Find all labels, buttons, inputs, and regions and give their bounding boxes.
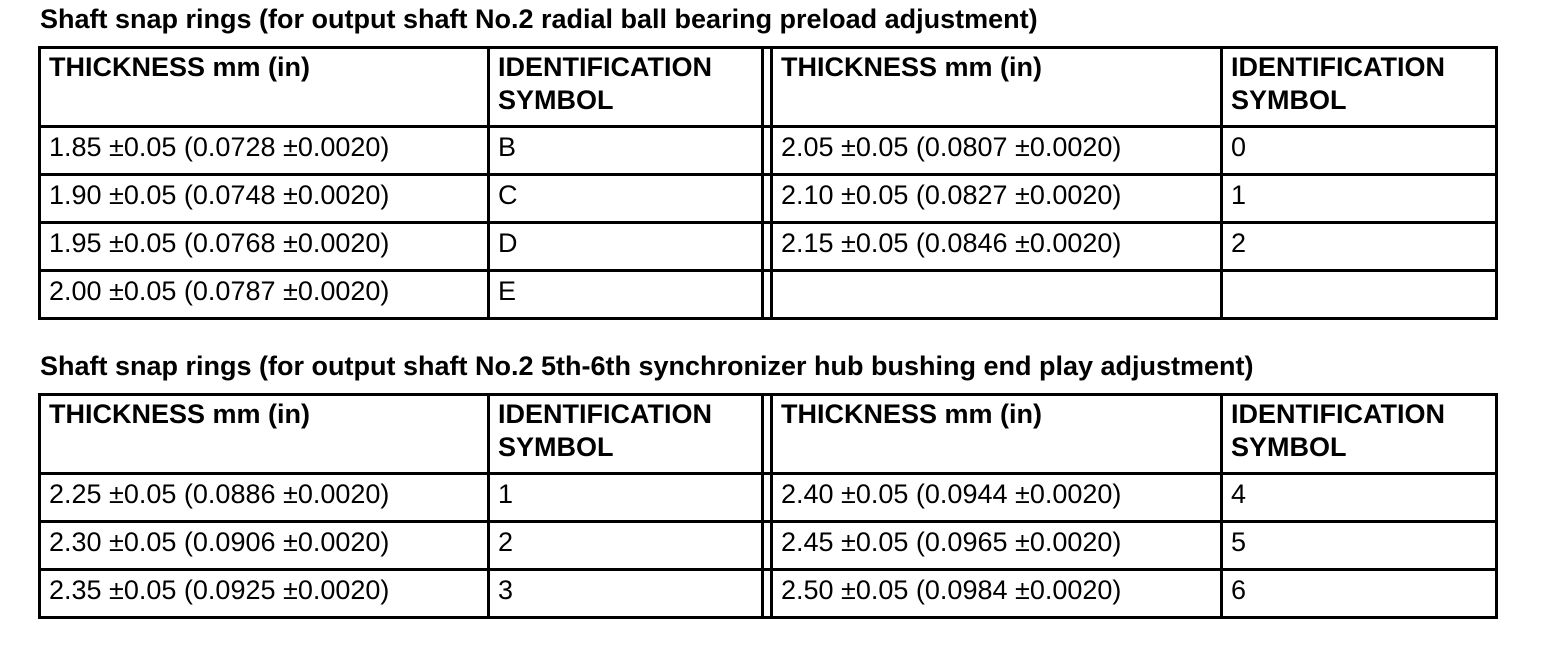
thickness-cell: 1.90 ±0.05 (0.0748 ±0.0020) (40, 175, 489, 223)
thickness-cell: 1.85 ±0.05 (0.0728 ±0.0020) (40, 127, 489, 175)
header-symbol-line1: IDENTIFICATION (498, 52, 712, 82)
column-divider (763, 522, 772, 570)
table-row (40, 271, 1497, 319)
symbol-cell: 0 (1222, 127, 1497, 175)
thickness-cell: 2.30 ±0.05 (0.0906 ±0.0020) (40, 522, 489, 570)
thickness-cell: 2.45 ±0.05 (0.0965 ±0.0020) (772, 522, 1222, 570)
header-symbol-right (1222, 395, 1497, 474)
table-row (40, 570, 1497, 618)
snap-ring-table-bearing-preload (38, 46, 1498, 320)
header-symbol-line1: IDENTIFICATION (1231, 52, 1445, 82)
column-divider (763, 271, 772, 319)
header-symbol-line1: IDENTIFICATION (1231, 399, 1445, 429)
column-divider (763, 395, 772, 474)
table-row (40, 175, 1497, 223)
header-thickness-left: THICKNESS mm (in) (40, 395, 489, 474)
header-symbol-line2: SYMBOL (1231, 85, 1347, 115)
symbol-cell: 1 (489, 474, 763, 522)
header-thickness-right: THICKNESS mm (in) (772, 48, 1222, 127)
table-header-row (40, 48, 1497, 127)
column-divider (763, 570, 772, 618)
column-divider (763, 48, 772, 127)
thickness-cell: 2.15 ±0.05 (0.0846 ±0.0020) (772, 223, 1222, 271)
symbol-cell: C (489, 175, 763, 223)
header-symbol-line2: SYMBOL (1231, 432, 1347, 462)
thickness-cell: 2.10 ±0.05 (0.0827 ±0.0020) (772, 175, 1222, 223)
snap-ring-table-hub-bushing-end-play (38, 393, 1498, 619)
symbol-cell: B (489, 127, 763, 175)
thickness-cell: 2.50 ±0.05 (0.0984 ±0.0020) (772, 570, 1222, 618)
table-header-row (40, 395, 1497, 474)
thickness-cell (772, 271, 1222, 319)
symbol-cell: 2 (489, 522, 763, 570)
table-row (40, 474, 1497, 522)
column-divider (763, 474, 772, 522)
symbol-cell: 6 (1222, 570, 1497, 618)
header-symbol-line2: SYMBOL (498, 432, 614, 462)
column-divider (763, 223, 772, 271)
thickness-cell: 2.05 ±0.05 (0.0807 ±0.0020) (772, 127, 1222, 175)
column-divider (763, 175, 772, 223)
table-row (40, 223, 1497, 271)
header-symbol-left (489, 395, 763, 474)
symbol-cell: E (489, 271, 763, 319)
thickness-cell: 2.40 ±0.05 (0.0944 ±0.0020) (772, 474, 1222, 522)
thickness-cell: 2.35 ±0.05 (0.0925 ±0.0020) (40, 570, 489, 618)
header-symbol-left (489, 48, 763, 127)
header-symbol-right (1222, 48, 1497, 127)
section-title-bearing-preload: Shaft snap rings (for output shaft No.2 radial ball bearing preload adjustment) (40, 4, 1038, 34)
header-thickness-left: THICKNESS mm (in) (40, 48, 489, 127)
header-thickness-right: THICKNESS mm (in) (772, 395, 1222, 474)
thickness-cell: 2.25 ±0.05 (0.0886 ±0.0020) (40, 474, 489, 522)
symbol-cell: 2 (1222, 223, 1497, 271)
thickness-cell: 2.00 ±0.05 (0.0787 ±0.0020) (40, 271, 489, 319)
symbol-cell: 5 (1222, 522, 1497, 570)
symbol-cell: 4 (1222, 474, 1497, 522)
symbol-cell: D (489, 223, 763, 271)
table-row (40, 127, 1497, 175)
symbol-cell: 3 (489, 570, 763, 618)
symbol-cell (1222, 271, 1497, 319)
header-symbol-line1: IDENTIFICATION (498, 399, 712, 429)
thickness-cell: 1.95 ±0.05 (0.0768 ±0.0020) (40, 223, 489, 271)
section-title-hub-bushing-end-play: Shaft snap rings (for output shaft No.2 5th-6th synchronizer hub bushing end play adjustment) (40, 351, 1254, 381)
column-divider (763, 127, 772, 175)
table-row (40, 522, 1497, 570)
header-symbol-line2: SYMBOL (498, 85, 614, 115)
symbol-cell: 1 (1222, 175, 1497, 223)
